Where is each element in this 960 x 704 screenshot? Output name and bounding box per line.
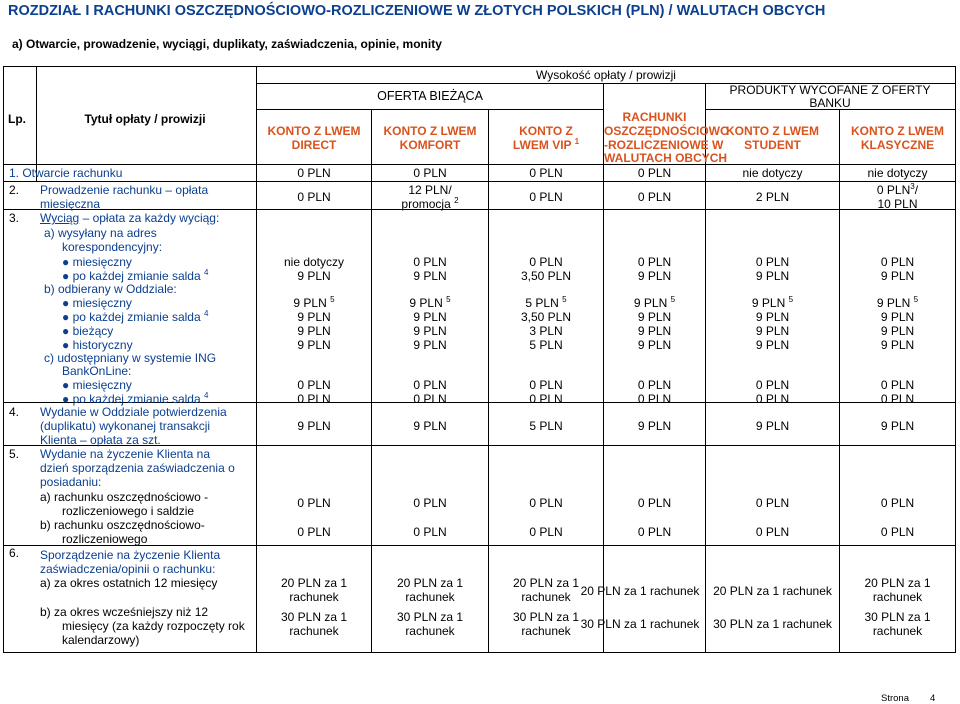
row3a-monthly-value-savings: 0 PLN bbox=[637, 255, 672, 269]
row6b-komfort-1: 30 PLN za 1 bbox=[396, 610, 464, 624]
row3b-each-value-student: 9 PLN bbox=[755, 310, 790, 324]
row6b-savings: 30 PLN za 1 rachunek bbox=[580, 617, 700, 631]
row3b-each-value-savings: 9 PLN bbox=[637, 310, 672, 324]
col-savings-header-4: WALUTACH OBCYCH bbox=[604, 151, 728, 165]
row4-label-1: Wydanie w Oddziale potwierdzenia bbox=[40, 405, 227, 419]
row4-direct: 9 PLN bbox=[297, 419, 331, 433]
row3a-each-value-direct: 9 PLN bbox=[297, 269, 331, 283]
row3b-historical-value-direct: 9 PLN bbox=[297, 338, 331, 352]
row6a-vip-2: rachunek bbox=[521, 590, 571, 604]
row6b-label-2: miesięcy (za każdy rozpoczęty rok bbox=[62, 619, 245, 633]
row5b-value-classic: 0 PLN bbox=[880, 525, 915, 539]
row1-savings: 0 PLN bbox=[637, 166, 672, 180]
row6a-komfort-1: 20 PLN za 1 bbox=[396, 576, 464, 590]
page-label: Strona bbox=[881, 693, 909, 704]
row3a-monthly-value-direct: nie dotyczy bbox=[283, 255, 345, 269]
row5a-value-savings: 0 PLN bbox=[637, 496, 672, 510]
row1-classic: nie dotyczy bbox=[867, 166, 928, 180]
col-student-header-2: STUDENT bbox=[744, 138, 801, 152]
row5a-value-vip: 0 PLN bbox=[529, 496, 563, 510]
row6b-direct-2: rachunek bbox=[289, 624, 339, 638]
row1-label: 1. Otwarcie rachunku bbox=[9, 166, 123, 180]
row5-label-1: Wydanie na życzenie Klienta na bbox=[40, 447, 210, 461]
row2-savings: 0 PLN bbox=[637, 190, 672, 204]
row4-savings: 9 PLN bbox=[637, 419, 672, 433]
row3c-monthly-value-classic: 0 PLN bbox=[880, 378, 915, 392]
row3b-historical-value-savings: 9 PLN bbox=[637, 338, 672, 352]
row4-number: 4. bbox=[9, 405, 20, 419]
row3b-current-value-komfort: 9 PLN bbox=[413, 324, 447, 338]
row3c-label-1: c) udostępniany w systemie ING bbox=[44, 351, 217, 365]
row6a-direct-2: rachunek bbox=[289, 590, 339, 604]
row3a-monthly-value-vip: 0 PLN bbox=[529, 255, 563, 269]
row1-student: nie dotyczy bbox=[742, 166, 803, 180]
row5b-value-savings: 0 PLN bbox=[637, 525, 672, 539]
row3a-each-value-savings: 9 PLN bbox=[637, 269, 672, 283]
row3b-monthly-value-savings: 9 PLN $^5$ bbox=[633, 295, 676, 310]
row3b-historical-value-komfort: 9 PLN bbox=[413, 338, 447, 352]
row4-label-2: (duplikatu) wykonanej transakcji bbox=[40, 419, 211, 433]
row5-number: 5. bbox=[9, 447, 20, 461]
row6-label-1: Sporządzenie na życzenie Klienta bbox=[40, 548, 221, 562]
row3b-monthly-value-vip: 5 PLN $^5$ bbox=[525, 295, 567, 310]
row6b-vip-2: rachunek bbox=[521, 624, 571, 638]
col-student-header-1: KONTO Z LWEM bbox=[725, 124, 820, 138]
current-offer-header: OFERTA BIEŻĄCA bbox=[377, 89, 483, 103]
col-classic-header-1: KONTO Z LWEM bbox=[850, 124, 945, 138]
row6b-vip-1: 30 PLN za 1 bbox=[512, 610, 580, 624]
row5-label-3: posiadaniu: bbox=[40, 475, 102, 489]
row3a-each-value-classic: 9 PLN bbox=[880, 269, 915, 283]
row2-label-2: miesięczna bbox=[40, 197, 101, 211]
withdrawn-header-line1: PRODUKTY WYCOFANE Z OFERTY bbox=[729, 83, 931, 97]
row4-classic: 9 PLN bbox=[880, 419, 915, 433]
row3b-monthly-value-classic: 9 PLN $^5$ bbox=[876, 295, 919, 310]
row3b-monthly-value-student: 9 PLN $^5$ bbox=[751, 295, 794, 310]
row3b-each: ● po każdej zmianie salda $^4$ bbox=[62, 309, 209, 324]
row3c-monthly-value-komfort: 0 PLN bbox=[413, 378, 447, 392]
row6a-vip-1: 20 PLN za 1 bbox=[512, 576, 580, 590]
page-title: ROZDZIAŁ I RACHUNKI OSZCZĘDNOŚCIOWO-ROZLICZENIOWE W ZŁOTYCH POLSKICH (PLN) / WALUTACH OBCYCH bbox=[8, 3, 826, 19]
row4-student: 9 PLN bbox=[755, 419, 790, 433]
row1-komfort: 0 PLN bbox=[413, 166, 447, 180]
col-savings-header-1: RACHUNKI bbox=[622, 110, 687, 124]
row3a-each-value-vip: 3,50 PLN bbox=[520, 269, 572, 283]
col-direct-header-2: DIRECT bbox=[291, 138, 337, 152]
row2-komfort-2: promocja $^2$ bbox=[401, 196, 459, 211]
row3c-each-value-student: 0 PLN bbox=[755, 392, 790, 406]
row3b-current-value-savings: 9 PLN bbox=[637, 324, 672, 338]
row3b-current: ● bieżący bbox=[62, 324, 114, 338]
row5b-value-direct: 0 PLN bbox=[297, 525, 331, 539]
row3a-each-value-student: 9 PLN bbox=[755, 269, 790, 283]
row6a-label: a) za okres ostatnich 12 miesięcy bbox=[40, 576, 218, 590]
row6b-student: 30 PLN za 1 rachunek bbox=[713, 617, 832, 631]
row3a-label-1: a) wysyłany na adres bbox=[44, 226, 157, 240]
row4-label-3: Klienta – opłata za szt. bbox=[40, 433, 161, 447]
row6b-label-1: b) za okres wcześniejszy niż 12 bbox=[40, 605, 209, 619]
row3a-monthly-value-komfort: 0 PLN bbox=[413, 255, 447, 269]
row3b-monthly: ● miesięczny bbox=[62, 296, 132, 310]
row3b-current-value-classic: 9 PLN bbox=[880, 324, 915, 338]
row5b-value-komfort: 0 PLN bbox=[413, 525, 447, 539]
row3c-monthly: ● miesięczny bbox=[62, 378, 132, 392]
row3b-each-value-classic: 9 PLN bbox=[880, 310, 915, 324]
row3b-monthly-value-komfort: 9 PLN $^5$ bbox=[409, 295, 451, 310]
row4-vip: 5 PLN bbox=[529, 419, 563, 433]
col-savings-header-2: OSZCZĘDNOŚCIOWO bbox=[604, 124, 730, 138]
row3a-each-value-komfort: 9 PLN bbox=[413, 269, 447, 283]
row4-komfort: 9 PLN bbox=[413, 419, 447, 433]
amount-group-header: Wysokość opłaty / prowizji bbox=[536, 68, 676, 82]
row6a-student: 20 PLN za 1 rachunek bbox=[713, 584, 832, 598]
row6a-classic-2: rachunek bbox=[872, 590, 923, 604]
row3-number: 3. bbox=[9, 211, 20, 225]
col-savings-header-3: -ROZLICZENIOWE W bbox=[604, 138, 724, 152]
row6-label-2: zaświadczenia/opinii o rachunku: bbox=[40, 562, 216, 576]
row1-direct: 0 PLN bbox=[297, 166, 331, 180]
row3c-each: ● po każdej zmianie salda $^4$ bbox=[62, 391, 209, 406]
row5b-label-2: rozliczeniowego bbox=[62, 532, 148, 546]
col-vip-header-1: KONTO Z bbox=[519, 124, 573, 138]
withdrawn-header-line2: BANKU bbox=[809, 96, 851, 110]
row2-vip: 0 PLN bbox=[529, 190, 563, 204]
row3b-historical-value-student: 9 PLN bbox=[755, 338, 790, 352]
row3c-monthly-value-vip: 0 PLN bbox=[529, 378, 563, 392]
row3a-monthly: ● miesięczny bbox=[62, 255, 132, 269]
row5b-value-student: 0 PLN bbox=[755, 525, 790, 539]
row3b-current-value-vip: 3 PLN bbox=[529, 324, 563, 338]
row6b-komfort-2: rachunek bbox=[405, 624, 455, 638]
row6b-label-3: kalendarzowy) bbox=[62, 633, 140, 647]
row3b-each-value-direct: 9 PLN bbox=[297, 310, 331, 324]
row2-student: 2 PLN bbox=[755, 190, 790, 204]
row3c-monthly-value-savings: 0 PLN bbox=[637, 378, 672, 392]
row3b-each-value-vip: 3,50 PLN bbox=[520, 310, 572, 324]
row2-classic-2: 10 PLN bbox=[877, 197, 918, 211]
row3c-each-value-classic: 0 PLN bbox=[880, 392, 915, 406]
page-number: 4 bbox=[930, 693, 936, 704]
row3c-each-value-vip: 0 PLN bbox=[529, 392, 563, 406]
row5b-label-1: b) rachunku oszczędnościowo- bbox=[40, 518, 205, 532]
row6b-classic-2: rachunek bbox=[872, 624, 923, 638]
row2-label-1: Prowadzenie rachunku – opłata bbox=[40, 183, 209, 197]
row3c-label-2: BankOnLine: bbox=[62, 364, 132, 378]
row2-direct: 0 PLN bbox=[297, 190, 331, 204]
row3a-label-2: korespondencyjny: bbox=[62, 240, 163, 254]
row3b-historical-value-vip: 5 PLN bbox=[529, 338, 563, 352]
row3c-monthly-value-direct: 0 PLN bbox=[297, 378, 331, 392]
row6a-komfort-2: rachunek bbox=[405, 590, 455, 604]
col-komfort-header-1: KONTO Z LWEM bbox=[383, 124, 477, 138]
row3b-label: b) odbierany w Oddziale: bbox=[44, 282, 177, 296]
row3b-each-value-komfort: 9 PLN bbox=[413, 310, 447, 324]
row5a-value-direct: 0 PLN bbox=[297, 496, 331, 510]
row6a-direct-1: 20 PLN za 1 bbox=[280, 576, 348, 590]
row5a-value-komfort: 0 PLN bbox=[413, 496, 447, 510]
row3c-monthly-value-student: 0 PLN bbox=[755, 378, 790, 392]
row6a-savings: 20 PLN za 1 rachunek bbox=[580, 584, 700, 598]
row3b-current-value-direct: 9 PLN bbox=[297, 324, 331, 338]
row3-label: Wyciąg – opłata za każdy wyciąg: bbox=[40, 211, 220, 225]
row5a-label-2: rozliczeniowego i saldzie bbox=[62, 504, 195, 518]
col-title-header: Tytuł opłaty / prowizji bbox=[84, 112, 206, 126]
row6b-direct-1: 30 PLN za 1 bbox=[280, 610, 348, 624]
row6-number: 6. bbox=[9, 546, 20, 560]
row5b-value-vip: 0 PLN bbox=[529, 525, 563, 539]
col-vip-header-2: LWEM VIP $^1$ bbox=[512, 137, 580, 152]
row3a-each: ● po każdej zmianie salda $^4$ bbox=[62, 268, 209, 283]
row2-classic-1: 0 PLN$^3$/ bbox=[876, 182, 919, 197]
row3c-each-value-savings: 0 PLN bbox=[637, 392, 672, 406]
row3b-historical: ● historyczny bbox=[62, 338, 133, 352]
row3c-each-value-direct: 0 PLN bbox=[297, 392, 331, 406]
row1-vip: 0 PLN bbox=[529, 166, 563, 180]
section-subtitle: a) Otwarcie, prowadzenie, wyciągi, duplikaty, zaświadczenia, opinie, monity bbox=[12, 37, 442, 51]
row3b-historical-value-classic: 9 PLN bbox=[880, 338, 915, 352]
row5a-value-student: 0 PLN bbox=[755, 496, 790, 510]
col-direct-header-1: KONTO Z LWEM bbox=[267, 124, 361, 138]
row3a-monthly-value-student: 0 PLN bbox=[755, 255, 790, 269]
col-komfort-header-2: KOMFORT bbox=[399, 138, 461, 152]
row3b-current-value-student: 9 PLN bbox=[755, 324, 790, 338]
row3a-monthly-value-classic: 0 PLN bbox=[880, 255, 915, 269]
row3c-each-value-komfort: 0 PLN bbox=[413, 392, 447, 406]
row5a-value-classic: 0 PLN bbox=[880, 496, 915, 510]
row5-label-2: dzień sporządzenia zaświadczenia o bbox=[40, 461, 235, 475]
row6b-classic-1: 30 PLN za 1 bbox=[864, 610, 931, 624]
col-classic-header-2: KLASYCZNE bbox=[860, 138, 935, 152]
row3b-monthly-value-direct: 9 PLN $^5$ bbox=[293, 295, 335, 310]
row5a-label-1: a) rachunku oszczędnościowo - bbox=[40, 490, 209, 504]
col-lp-header: Lp. bbox=[8, 112, 26, 126]
row2-komfort-1: 12 PLN/ bbox=[408, 183, 452, 197]
row2-number: 2. bbox=[9, 183, 20, 197]
row6a-classic-1: 20 PLN za 1 bbox=[864, 576, 931, 590]
